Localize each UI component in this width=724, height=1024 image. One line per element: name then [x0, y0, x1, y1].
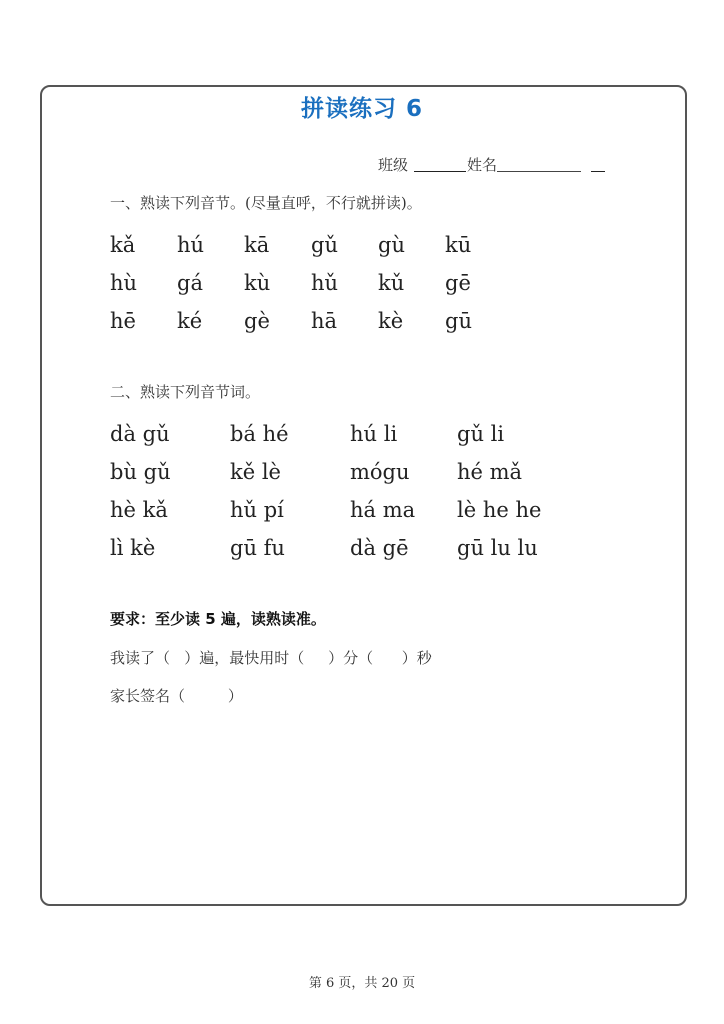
syllable: hā [311, 309, 338, 333]
word: bù gǔ [110, 460, 171, 484]
syllable: gè [244, 309, 270, 333]
syllable: gù [378, 233, 405, 257]
syllable: hú [177, 233, 205, 257]
syllable: kǔ [378, 271, 405, 295]
word: dà gē [350, 536, 409, 560]
word-row [110, 529, 577, 567]
word: hǔ pí [230, 498, 284, 522]
word: kě lè [230, 460, 281, 484]
word: há ma [350, 498, 416, 522]
class-name-line [378, 154, 605, 175]
parent-signature-line: 家长签名（ ） [110, 687, 243, 705]
word: hú li [350, 422, 398, 446]
syllable: hē [110, 309, 136, 333]
class-label: 班级 [378, 156, 409, 174]
syllable-row [110, 302, 512, 340]
word: lì kè [110, 536, 156, 560]
syllable-row [110, 264, 512, 302]
requirement-text: 要求：至少读 5 遍，读熟读准。 [110, 610, 326, 628]
syllable: hǔ [311, 271, 339, 295]
section1-heading: 一、熟读下列音节。(尽量直呼，不行就拼读)。 [110, 194, 422, 212]
syllable: gá [177, 271, 203, 295]
syllable: kū [445, 233, 472, 257]
word: lè he he [457, 498, 542, 522]
extra-blank [591, 159, 605, 172]
syllable: gū [445, 309, 472, 333]
syllable-grid [110, 226, 512, 340]
syllable: kā [244, 233, 270, 257]
name-blank[interactable] [497, 159, 581, 172]
syllable: kè [378, 309, 404, 333]
word-row [110, 415, 577, 453]
class-blank[interactable] [414, 159, 466, 172]
syllable: hù [110, 271, 138, 295]
word: dà gǔ [110, 422, 170, 446]
word: bá hé [230, 422, 289, 446]
syllable: gǔ [311, 233, 338, 257]
syllable: kǎ [110, 233, 136, 257]
word-row [110, 453, 577, 491]
word: hè kǎ [110, 498, 168, 522]
syllable-row [110, 226, 512, 264]
page-number: 第 6 页，共 20 页 [308, 976, 416, 991]
word: mógu [350, 460, 410, 484]
word-row [110, 491, 577, 529]
word: gū fu [230, 536, 285, 560]
page-title: 拼读练习 6 [300, 96, 423, 122]
word-grid [110, 415, 577, 567]
word: gū lu lu [457, 536, 538, 560]
syllable: kù [244, 271, 271, 295]
word: hé mǎ [457, 460, 523, 484]
syllable: gē [445, 271, 471, 295]
section2-heading: 二、熟读下列音节词。 [110, 383, 261, 401]
syllable: ké [177, 309, 203, 333]
word: gǔ li [457, 422, 505, 446]
reading-record-line: 我读了（ ）遍，最快用时（ ）分（ ）秒 [110, 649, 432, 667]
name-label: 姓名 [467, 156, 498, 174]
